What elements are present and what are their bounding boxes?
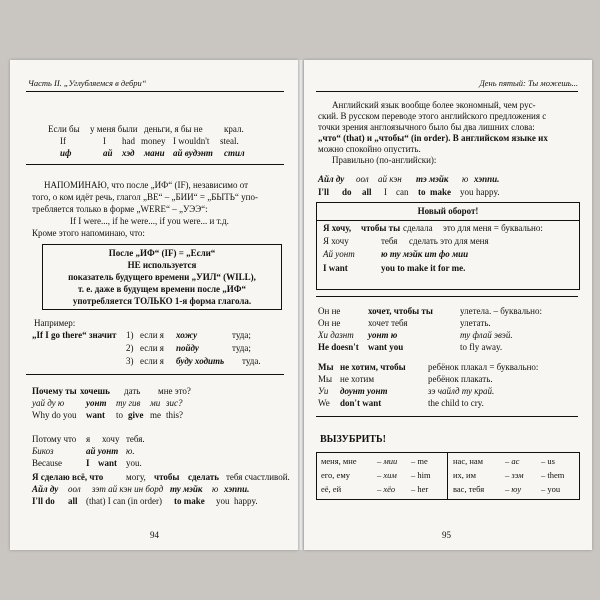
s1-tr-3: хэд — [122, 148, 135, 158]
left-page — [10, 60, 298, 550]
remind-line-3: требляется только в форме „WERE“ – „УЭЭ“: — [32, 204, 208, 214]
rs1-en-4: I — [384, 187, 387, 197]
s2-en-1: Why do you — [32, 410, 77, 420]
vocab-r1-tr-left: – мии — [377, 456, 398, 466]
s3-ru-4: тебя. — [126, 434, 145, 444]
rule-line-1: После „ИФ“ (IF) = „Если“ — [108, 248, 216, 258]
rs2-r1-2: хочет, чтобы ты — [368, 306, 433, 316]
s3-en-3: want — [98, 458, 118, 468]
memorize-heading: ВЫЗУБРИТЬ! — [320, 434, 386, 445]
rs3-r3-1: Уи — [318, 386, 329, 396]
rule-box — [42, 244, 282, 310]
right-page — [304, 60, 592, 550]
rs2-r3-3: ту флай эвэй. — [460, 330, 513, 340]
rs1-tr-3: ай кэн — [378, 174, 402, 184]
example-it3: буду ходить — [176, 356, 225, 366]
vocab-r1-ru-left: меня, мне — [321, 456, 357, 466]
s4-ru-5: тебя счастливой. — [226, 472, 290, 482]
s1-en-2: I — [103, 136, 106, 146]
s1-en-1: If — [60, 136, 66, 146]
s3-ru-1: Потому что — [32, 434, 77, 444]
rs3-r3-3: зэ чайлд ту край. — [428, 386, 495, 396]
turn-r1-2: чтобы ты — [361, 223, 401, 233]
turn-r2-1: Я хочу — [323, 236, 349, 246]
rs3-r2-2: не хотим — [340, 374, 375, 384]
page-number-right: 95 — [442, 530, 451, 540]
s1-ru-2: у меня были — [90, 124, 138, 134]
s2-en-4: give — [128, 410, 144, 420]
s2-ru-3: дать — [124, 386, 141, 396]
vocab-r2-tr-right: – зэм — [505, 470, 524, 480]
rs1-en-5: can — [396, 187, 409, 197]
s4-en-1: I'll do — [32, 496, 55, 506]
s3-tr-3: ю. — [126, 446, 135, 456]
s1-ru-1: Если бы — [48, 124, 80, 134]
vocab-r2-tr-left: – хим — [377, 470, 397, 480]
rs2-r2-1: Он не — [318, 318, 341, 328]
s4-en-3: (that) I can (in order) — [86, 496, 162, 506]
para-line-4: „что“ (that) и „чтобы“ (in order). В английском языке их — [318, 133, 548, 143]
example-pre3: если я — [140, 356, 164, 366]
example-post1: туда; — [232, 330, 251, 340]
rs3-r1-3: ребёнок плакал = буквально: — [428, 362, 539, 372]
s1-ru-3: деньги, я бы не — [144, 124, 203, 134]
rs2-r4-1: He doesn't — [318, 342, 359, 352]
new-turn-box — [316, 202, 580, 290]
s1-tr-1: иф — [60, 148, 72, 158]
s1-en-5: I wouldn't — [173, 136, 210, 146]
s3-ru-3: хочу — [102, 434, 120, 444]
turn-r4-1: I want — [323, 263, 348, 273]
s1-ru-4: крал. — [224, 124, 244, 134]
vocab-r3-ru-right: вас, тебя — [453, 484, 485, 494]
s1-tr-4: мани — [144, 148, 165, 158]
rs2-r2-3: улетать. — [460, 318, 491, 328]
rs1-tr-6: хэппи. — [474, 174, 500, 184]
example-n2: 2) — [126, 343, 134, 353]
vocab-table-divider — [447, 453, 448, 499]
s4-tr-6: хэппи. — [224, 484, 250, 494]
turn-r3-1: Ай уонт — [323, 249, 355, 259]
s2-tr-1: уай ду ю — [32, 398, 65, 408]
example-n3: 3) — [126, 356, 134, 366]
s4-ru-4: сделать — [188, 472, 220, 482]
s2-tr-3: ту гив — [116, 398, 141, 408]
vocab-r2-en-left: – him — [411, 470, 431, 480]
rs3-r2-3: ребёнок плакать. — [428, 374, 493, 384]
s4-tr-5: ю — [212, 484, 219, 494]
s2-ru-1: Почему ты — [32, 386, 77, 396]
rs2-r3-2: уонт ю — [368, 330, 398, 340]
s1-en-6: steal. — [220, 136, 239, 146]
s4-tr-4: ту мэйк — [170, 484, 203, 494]
new-turn-title-rule — [317, 220, 579, 221]
s2-tr-4: ми — [150, 398, 161, 408]
rs1-en-1: I'll — [318, 187, 330, 197]
rs3-r4-2: don't want — [340, 398, 382, 408]
rs2-r4-3: to fly away. — [460, 342, 503, 352]
remind-line-1: НАПОМИНАЮ, что после „ИФ“ (IF), независимо от — [44, 180, 249, 190]
turn-r2-3: сделать это для меня — [409, 236, 489, 246]
example-it1: хожу — [176, 330, 198, 340]
s4-ru-1: Я сделаю всё, что — [32, 472, 104, 482]
remind-line-4: Кроме этого напоминаю, что: — [32, 228, 145, 238]
s2-en-2: want — [86, 410, 106, 420]
vocab-r1-en-right: – us — [541, 456, 555, 466]
left-header-rule — [26, 91, 284, 92]
s4-en-5: you — [216, 496, 230, 506]
rs3-r2-1: Мы — [318, 374, 333, 384]
turn-r2-2: тебя — [381, 236, 398, 246]
s2-ru-2: хочешь — [80, 386, 110, 396]
remind-line-2: того, о ком идёт речь, глагол „BE“ – „БИИ“ = „БЫТЬ“ упо- — [32, 192, 258, 202]
s4-ru-3: чтобы — [154, 472, 180, 482]
rs2-r2-2: хочет тебя — [368, 318, 408, 328]
rs1-en-8: you — [460, 187, 474, 197]
s4-en-6: happy. — [234, 496, 258, 506]
vocab-r1-ru-right: нас, нам — [453, 456, 484, 466]
s2-en-3: to — [116, 410, 124, 420]
rs1-en-9: happy. — [476, 187, 500, 197]
page-number-left: 94 — [150, 530, 159, 540]
example-post2: туда; — [232, 343, 251, 353]
rs1-tr-4: тэ мэйк — [416, 174, 449, 184]
vocab-table — [316, 452, 580, 500]
s1-tr-6: стил — [224, 148, 245, 158]
rs3-r3-2: доунт уонт — [340, 386, 388, 396]
rs2-r1-1: Он не — [318, 306, 341, 316]
s4-en-2: all — [68, 496, 78, 506]
turn-r1-1: Я хочу, — [323, 223, 352, 233]
rs1-tr-5: ю — [462, 174, 469, 184]
turn-r1-4: это для меня = буквально: — [443, 223, 543, 233]
remind-example: If I were..., if he were..., if you were... и т.д. — [70, 216, 229, 226]
vocab-r3-tr-left: – хёо — [377, 484, 396, 494]
rs1-en-3: all — [362, 187, 372, 197]
rs2-r4-2: want you — [368, 342, 404, 352]
example-it2: пойду — [176, 343, 199, 353]
example-label: Например: — [34, 318, 76, 328]
s1-en-4: money — [141, 136, 166, 146]
s3-en-1: Because — [32, 458, 62, 468]
rs3-r4-1: We — [318, 398, 330, 408]
s4-tr-1: Айл ду — [32, 484, 59, 494]
example-post3: туда. — [242, 356, 261, 366]
right-running-header: День пятый: Ты можешь... — [479, 78, 578, 88]
s3-en-4: you. — [126, 458, 142, 468]
rs1-en-6: to — [418, 187, 426, 197]
rs2-r1-3: улетела. – буквально: — [460, 306, 542, 316]
s2-tr-2: уонт — [86, 398, 107, 408]
para-line-2: ский. В русском переводе этого английского предложения с — [318, 111, 547, 121]
example-lead: „If I go there“ значит — [32, 330, 117, 340]
left-running-header: Часть II. „Углубляемся в дебри“ — [28, 78, 147, 88]
divider-1 — [26, 164, 284, 165]
vocab-r2-ru-left: его, ему — [321, 470, 350, 480]
s2-ru-4: мне это? — [158, 386, 191, 396]
rs1-en-2: do — [342, 187, 352, 197]
para-line-5: можно спокойно опустить. — [318, 144, 421, 154]
vocab-r1-tr-right: – ас — [505, 456, 520, 466]
vocab-r3-en-left: – her — [411, 484, 429, 494]
s2-en-5: me — [150, 410, 161, 420]
s1-en-3: had — [122, 136, 135, 146]
rule-line-2: НЕ используется — [127, 260, 197, 270]
example-n1: 1) — [126, 330, 134, 340]
turn-r4-2: you to make it for me. — [381, 263, 466, 273]
vocab-r3-ru-left: её, ей — [321, 484, 342, 494]
right-divider-1 — [316, 296, 578, 297]
s4-ru-2: могу, — [126, 472, 146, 482]
s1-tr-5: ай вудэнт — [173, 148, 213, 158]
turn-r3-2: ю ту мэйк ит фо мии — [381, 249, 469, 259]
vocab-r1-en-left: – me — [411, 456, 428, 466]
right-header-rule — [316, 91, 578, 92]
vocab-r3-en-right: – you — [541, 484, 561, 494]
s2-tr-5: зис? — [166, 398, 183, 408]
rs3-r1-2: не хотим, чтобы — [340, 362, 406, 372]
s3-tr-2: ай уонт — [86, 446, 119, 456]
example-pre1: если я — [140, 330, 164, 340]
vocab-r3-tr-right: – юу — [505, 484, 522, 494]
s3-en-2: I — [86, 458, 90, 468]
s3-tr-1: Бикоз — [32, 446, 54, 456]
vocab-r2-ru-right: их, им — [453, 470, 476, 480]
s1-tr-2: ай — [103, 148, 113, 158]
rule-line-4: т. е. даже в будущем времени после „ИФ“ — [78, 284, 246, 294]
rs1-en-7: make — [430, 187, 451, 197]
rule-line-5: употребляется ТОЛЬКО 1-я форма глагола. — [72, 296, 252, 306]
vocab-r2-en-right: – them — [541, 470, 565, 480]
para-line-3: точки зрения англоязычного было бы два лишних слова: — [318, 122, 535, 132]
rs2-r3-1: Хи дазнт — [318, 330, 354, 340]
turn-r1-3: сделала — [403, 223, 433, 233]
divider-2 — [26, 374, 284, 375]
para-line-1: Английский язык вообще более экономный, чем рус- — [332, 100, 536, 110]
new-turn-title: Новый оборот! — [417, 206, 479, 216]
rule-line-3: показатель будущего времени „УИЛ“ (WILL), — [68, 272, 256, 282]
rs3-r4-3: the child to cry. — [428, 398, 484, 408]
s4-tr-3: зэт ай кэн ин борд — [92, 484, 164, 494]
rs3-r1-1: Мы — [318, 362, 334, 372]
s3-ru-2: я — [86, 434, 91, 444]
rs1-tr-1: Айл ду — [318, 174, 345, 184]
s4-tr-2: оол — [68, 484, 81, 494]
s4-en-4: to make — [174, 496, 205, 506]
example-pre2: если я — [140, 343, 164, 353]
para-line-6: Правильно (по-английски): — [332, 155, 437, 165]
rs1-tr-2: оол — [356, 174, 369, 184]
s2-en-6: this? — [166, 410, 183, 420]
right-divider-2 — [316, 416, 578, 417]
